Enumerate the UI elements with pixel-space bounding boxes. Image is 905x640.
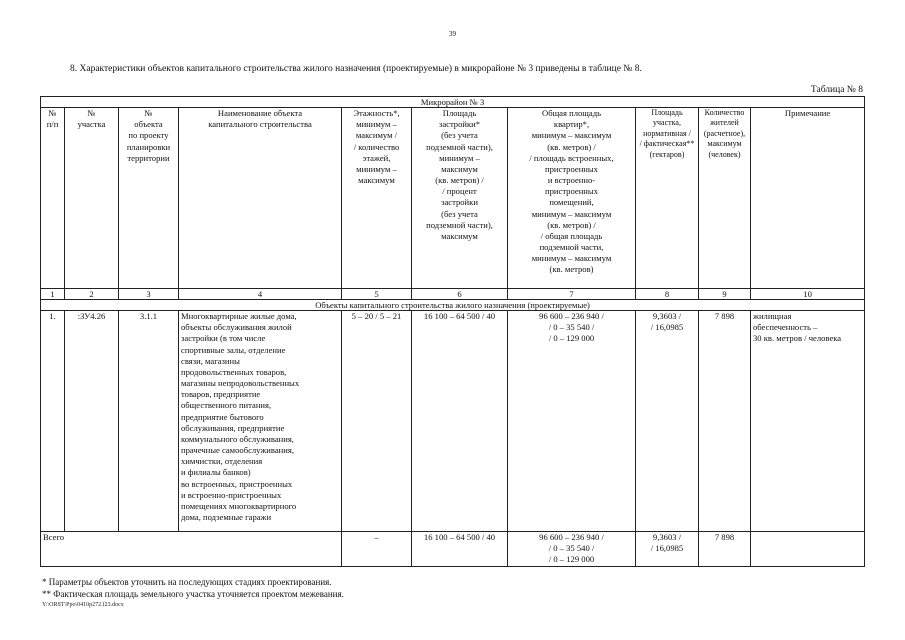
- total-floor-area-text: 96 600 – 236 940 / / 0 – 35 540 / / 0 – 129 000: [539, 532, 604, 565]
- column-number: 9: [699, 289, 751, 300]
- header-cell: [179, 108, 342, 289]
- footnote-1: * Параметры объектов уточнить на последующих стадиях проектирования.: [42, 577, 332, 587]
- page-number: 39: [449, 30, 456, 38]
- residents: 7 898: [699, 311, 751, 532]
- floor-area: [508, 311, 636, 532]
- total-label: Всего: [41, 532, 342, 567]
- header-row: [41, 108, 865, 289]
- object-name-text: Многоквартирные жилые дома, объекты обслуживания жилой застройки (в том числе спортивные залы, отделение связи, магазины продовольственных товаров, магазины непродовольственных товаров, предприятие общественного питания, предприятие бытового обслуживания, предприятие коммунального обслуживания, прачечные самообслуживания, химчистки, отделения и филиалы банков) во встроенных, пристроенных и встроенно-пристроенных помещениях многоквартирного дома, подземные гаражи: [181, 311, 300, 523]
- column-number: 2: [65, 289, 119, 300]
- header-text: Общая площадь квартир*, минимум – максимум (кв. метров) / / площадь встроенных, пристроенных и встроенно- пристроенных помещений, минимум – максимум (кв. метров) / / общая площадь подземной части, минимум – максимум (кв. метров): [529, 108, 614, 275]
- header-text: Этажность*, минимум – максимум / / количество этажей, минимум – максимум: [353, 108, 400, 186]
- header-text: Примечание: [784, 108, 831, 118]
- total-floor-area: [508, 532, 636, 567]
- column-number: 3: [119, 289, 179, 300]
- header-text: Количество жителей (расчетное), максимум (человек): [703, 108, 746, 159]
- site-area-text: 9,3603 / / 16,0985: [650, 311, 684, 333]
- section-row: [41, 300, 865, 311]
- header-cell: [699, 108, 751, 289]
- header-cell: [342, 108, 412, 289]
- total-site-area: [636, 532, 699, 567]
- column-number: 5: [342, 289, 412, 300]
- header-text: Площадь участка, нормативная / / фактическая** (гектаров): [639, 108, 695, 159]
- column-number: 10: [751, 289, 865, 300]
- header-text: № объекта по проекту планировки территории: [126, 108, 171, 163]
- table-label: Таблица № 8: [810, 85, 863, 95]
- column-number: 6: [412, 289, 508, 300]
- header-text: Наименование объекта капитального строительства: [208, 108, 312, 130]
- note-text: жилищная обеспеченность – 30 кв. метров / человека: [753, 311, 842, 344]
- object-number: 3.1.1: [119, 311, 179, 532]
- row-number: 1.: [41, 311, 65, 532]
- build-area: 16 100 – 64 500 / 40: [412, 311, 508, 532]
- footnote-2: ** Фактическая площадь земельного участка уточняется проектом межевания.: [42, 589, 344, 599]
- total-row: [41, 532, 865, 567]
- header-text: Площадь застройки* (без учета подземной части), минимум – максимум (кв. метров) / / процент застройки (без учета подземной части), максимум: [426, 108, 493, 241]
- header-cell: [508, 108, 636, 289]
- header-text: № участка: [77, 108, 106, 130]
- file-path: Y:\ORST\Ppo\0410p272.f23.docx: [42, 602, 124, 608]
- header-cell: [751, 108, 865, 289]
- column-number-row: [41, 289, 865, 300]
- microdistrict-title: Микрорайон № 3: [41, 97, 865, 108]
- site-area: [636, 311, 699, 532]
- column-number: 7: [508, 289, 636, 300]
- note: [751, 311, 865, 532]
- total-site-area-text: 9,3603 / / 16,0985: [650, 532, 684, 554]
- column-number: 4: [179, 289, 342, 300]
- header-cell: [119, 108, 179, 289]
- header-cell: [41, 108, 65, 289]
- total-floors: –: [342, 532, 412, 567]
- floors: 5 – 20 / 5 – 21: [342, 311, 412, 532]
- intro-paragraph: 8. Характеристики объектов капитального строительства жилого назначения (проектируемые) в микрорайоне № 3 приведены в таблице № 8.: [70, 64, 642, 74]
- section-title: Объекты капитального строительства жилого назначения (проектируемые): [41, 300, 865, 311]
- column-number: 1: [41, 289, 65, 300]
- total-build-area: 16 100 – 64 500 / 40: [412, 532, 508, 567]
- object-name: [179, 311, 342, 532]
- plot-number: :ЗУ4.26: [65, 311, 119, 532]
- header-cell: [65, 108, 119, 289]
- header-text: № п/п: [46, 108, 59, 130]
- header-cell: [412, 108, 508, 289]
- floor-area-text: 96 600 – 236 940 / / 0 – 35 540 / / 0 – 129 000: [539, 311, 604, 344]
- characteristics-table: [40, 96, 865, 567]
- total-residents: 7 898: [699, 532, 751, 567]
- header-cell: [636, 108, 699, 289]
- table-row: [41, 311, 865, 532]
- total-note: [751, 532, 865, 567]
- column-number: 8: [636, 289, 699, 300]
- microdistrict-row: [41, 97, 865, 108]
